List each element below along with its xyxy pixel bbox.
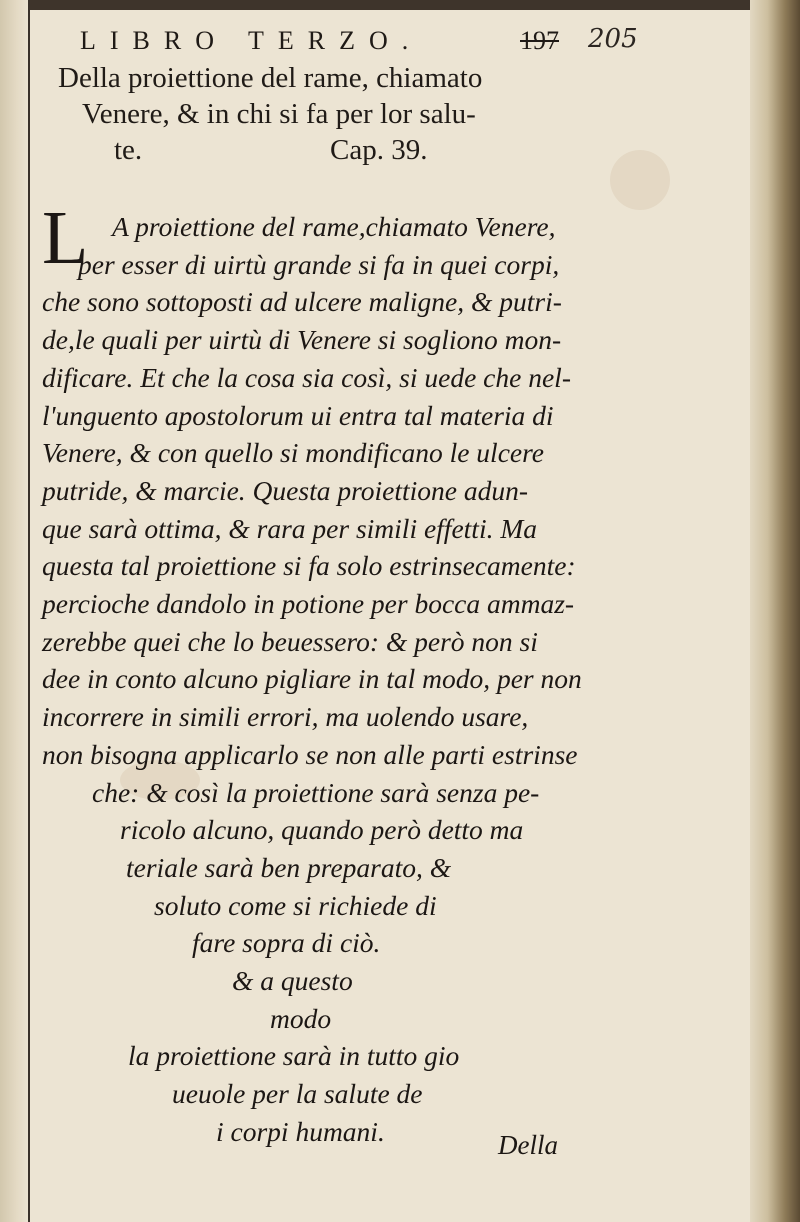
catchword: Della — [498, 1130, 558, 1160]
text-line: questa tal proiettione si fa solo estrinsecamente: — [42, 550, 576, 582]
body-text — [42, 208, 602, 1151]
text-line: dificare. Et che la cosa sia così, si uede che nel- — [42, 361, 571, 393]
text-line: che: & così la proiettione sarà senza pe- — [92, 776, 540, 808]
text-line: soluto come si richiede di — [154, 889, 437, 921]
text-line: ricolo alcuno, quando però detto ma — [120, 814, 524, 846]
text-line: la proiettione sarà in tutto gio — [128, 1040, 460, 1072]
text-line: incorrere in simili errori, ma uolendo usare, — [42, 701, 529, 733]
text-line: per esser di uirtù grande si fa in quei corpi, — [78, 248, 560, 280]
text-line: i corpi humani. — [216, 1115, 385, 1147]
text-line: putride, & marcie. Questa proiettione adun- — [42, 474, 529, 506]
handwritten-folio: 205 — [588, 24, 638, 54]
binding-gutter — [0, 0, 30, 1222]
page-header — [80, 22, 640, 62]
drop-cap: L — [42, 196, 89, 280]
text-line: A proiettione del rame,chiamato Venere, — [112, 211, 556, 242]
text-line: que sarà ottima, & rara per simili effetti. Ma — [42, 512, 537, 544]
text-line: & a questo — [232, 965, 353, 997]
running-head: LIBRO TERZO. — [80, 26, 423, 55]
text-line: de,le quali per uirtù di Venere si sogliono mon- — [42, 324, 562, 356]
text-line: l'unguento apostolorum ui entra tal materia di — [42, 399, 554, 431]
page-top-shadow — [0, 0, 800, 10]
text-line: Venere, & con quello si mondificano le ulcere — [42, 437, 544, 469]
text-line: dee in conto alcuno pigliare in tal modo, per non — [42, 663, 582, 695]
text-line: ueuole per la salute de — [172, 1078, 423, 1110]
text-line: non bisogna applicarlo se non alle parti estrinse — [42, 738, 578, 770]
paper-stain — [610, 150, 670, 210]
chapter-title-line: Della proiettione del rame, chiamato — [58, 62, 483, 94]
chapter-title-line: Venere, & in chi si fa per lor salu- — [82, 98, 476, 130]
text-line: fare sopra di ciò. — [192, 927, 381, 959]
text-line: percioche dandolo in potione per bocca ammaz- — [42, 588, 575, 620]
text-line: modo — [270, 1002, 332, 1034]
chapter-title-line: te. — [114, 134, 143, 166]
text-line: zerebbe quei che lo beuessero: & però non si — [42, 625, 538, 657]
page-edge — [750, 0, 800, 1222]
chapter-title — [58, 60, 558, 168]
chapter-number: Cap. 39. — [330, 134, 428, 166]
printed-folio: 197 — [520, 26, 559, 55]
text-line: teriale sarà ben preparato, & — [126, 851, 452, 883]
text-line: che sono sottoposti ad ulcere maligne, & putri- — [42, 286, 562, 318]
